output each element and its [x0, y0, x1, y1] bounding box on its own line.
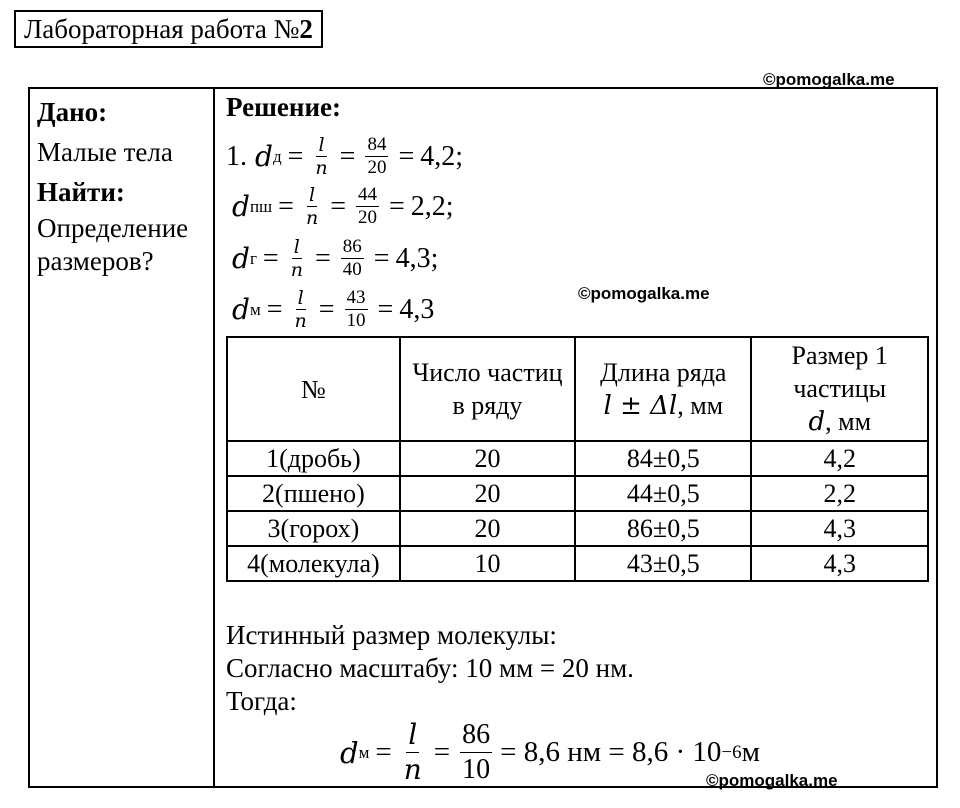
title-text: Лабораторная работа №	[24, 14, 300, 44]
cell-size: 4,3	[751, 546, 928, 581]
cell-count: 20	[400, 441, 575, 476]
cell-sample: 4(молекула)	[227, 546, 400, 581]
cell-length: 43±0,5	[575, 546, 751, 581]
header-number: №	[227, 337, 400, 441]
fraction-values: $\frac{43}{10}$	[346, 287, 366, 331]
cell-sample: 2(пшено)	[227, 476, 400, 511]
fraction-l-n: $\frac{l}{n}$	[290, 236, 303, 281]
cell-length: 86±0,5	[575, 511, 751, 546]
eq-prefix: 1.	[226, 140, 247, 172]
final-equation: d м = $\frac{l}{n}$ = $\frac{86}{10}$ = 8,6 нм = 8,6 · 10 −6 м	[340, 718, 760, 786]
given-text: Малые тела	[37, 137, 173, 167]
cell-sample: 1(дробь)	[227, 441, 400, 476]
eq-sub: д	[272, 146, 282, 166]
eq-sub: г	[249, 248, 257, 268]
eq-var: d	[232, 242, 250, 275]
watermark-middle: ©pomogalka.me	[578, 284, 710, 303]
table-row	[227, 476, 928, 511]
cell-length: 84±0,5	[575, 441, 751, 476]
solution-header: Решение:	[226, 92, 341, 122]
header-particle-count: Число частиц в ряду	[400, 337, 575, 441]
cell-size: 2,2	[751, 476, 928, 511]
find-label: Найти:	[37, 177, 125, 207]
cell-length: 44±0,5	[575, 476, 751, 511]
cell-count: 20	[400, 511, 575, 546]
watermark-top: ©pomogalka.me	[763, 70, 895, 89]
eq-result: 2,2;	[410, 190, 454, 222]
watermark-bottom: ©pomogalka.me	[706, 771, 838, 790]
eq-var: d	[255, 140, 273, 173]
eq-result: 4,2;	[420, 140, 464, 172]
conclusion-line-3: Тогда:	[226, 686, 297, 716]
cell-count: 20	[400, 476, 575, 511]
header-row-length: Длина ряда l ± Δl, мм	[575, 337, 751, 441]
equation-3: d г = $\frac{l}{n}$ = $\frac{86}{40}$ = 4,3;	[232, 236, 439, 281]
fraction-l-n: $\frac{l}{n}$	[294, 287, 307, 332]
fraction-values: $\frac{44}{20}$	[357, 184, 377, 228]
cell-sample: 3(горох)	[227, 511, 400, 546]
given-column	[37, 92, 209, 278]
page-title	[14, 10, 323, 48]
final-sub: м	[358, 742, 370, 762]
eq-var: d	[232, 293, 250, 326]
final-exponent: −6	[721, 741, 742, 763]
eq-result: 4,3	[399, 293, 435, 325]
final-result: = 8,6 нм = 8,6 · 10	[500, 736, 722, 768]
eq-sub: пш	[249, 196, 273, 216]
fraction-values: $\frac{84}{20}$	[367, 134, 387, 178]
find-text: Определение размеров?	[37, 213, 189, 276]
header-particle-size: Размер 1 частицы d, мм	[751, 337, 928, 441]
table-row	[227, 511, 928, 546]
table-row	[227, 546, 928, 581]
cell-size: 4,2	[751, 441, 928, 476]
table-header-row	[227, 337, 928, 441]
equation-2: d пш = $\frac{l}{n}$ = $\frac{44}{20}$ = 2,2;	[232, 184, 454, 229]
equation-4: d м = $\frac{l}{n}$ = $\frac{43}{10}$ = 4,3	[232, 287, 435, 332]
fraction-values: $\frac{86}{40}$	[342, 236, 362, 280]
eq-result: 4,3;	[395, 242, 439, 274]
final-fraction-values: $\frac{86}{10}$	[462, 719, 491, 785]
cell-count: 10	[400, 546, 575, 581]
given-label: Дано:	[37, 97, 108, 127]
cell-size: 4,3	[751, 511, 928, 546]
fraction-l-n: $\frac{l}{n}$	[305, 184, 319, 229]
final-var: d	[340, 735, 359, 770]
conclusion-line-2: Согласно масштабу: 10 мм = 20 нм.	[226, 653, 634, 683]
column-divider	[213, 87, 215, 788]
measurements-table	[226, 336, 929, 582]
final-unit: м	[741, 736, 760, 768]
table-row	[227, 441, 928, 476]
eq-var: d	[232, 190, 250, 223]
equation-1: 1. d д = $\frac{l}{n}$ = $\frac{84}{20}$ = 4,2;	[226, 134, 464, 179]
fraction-l-n: $\frac{l}{n}$	[315, 134, 328, 179]
conclusion-line-1: Истинный размер молекулы:	[226, 620, 557, 650]
eq-sub: м	[249, 299, 261, 319]
title-number: 2	[299, 14, 313, 44]
final-fraction-l-n: $\frac{l}{n}$	[403, 718, 422, 786]
